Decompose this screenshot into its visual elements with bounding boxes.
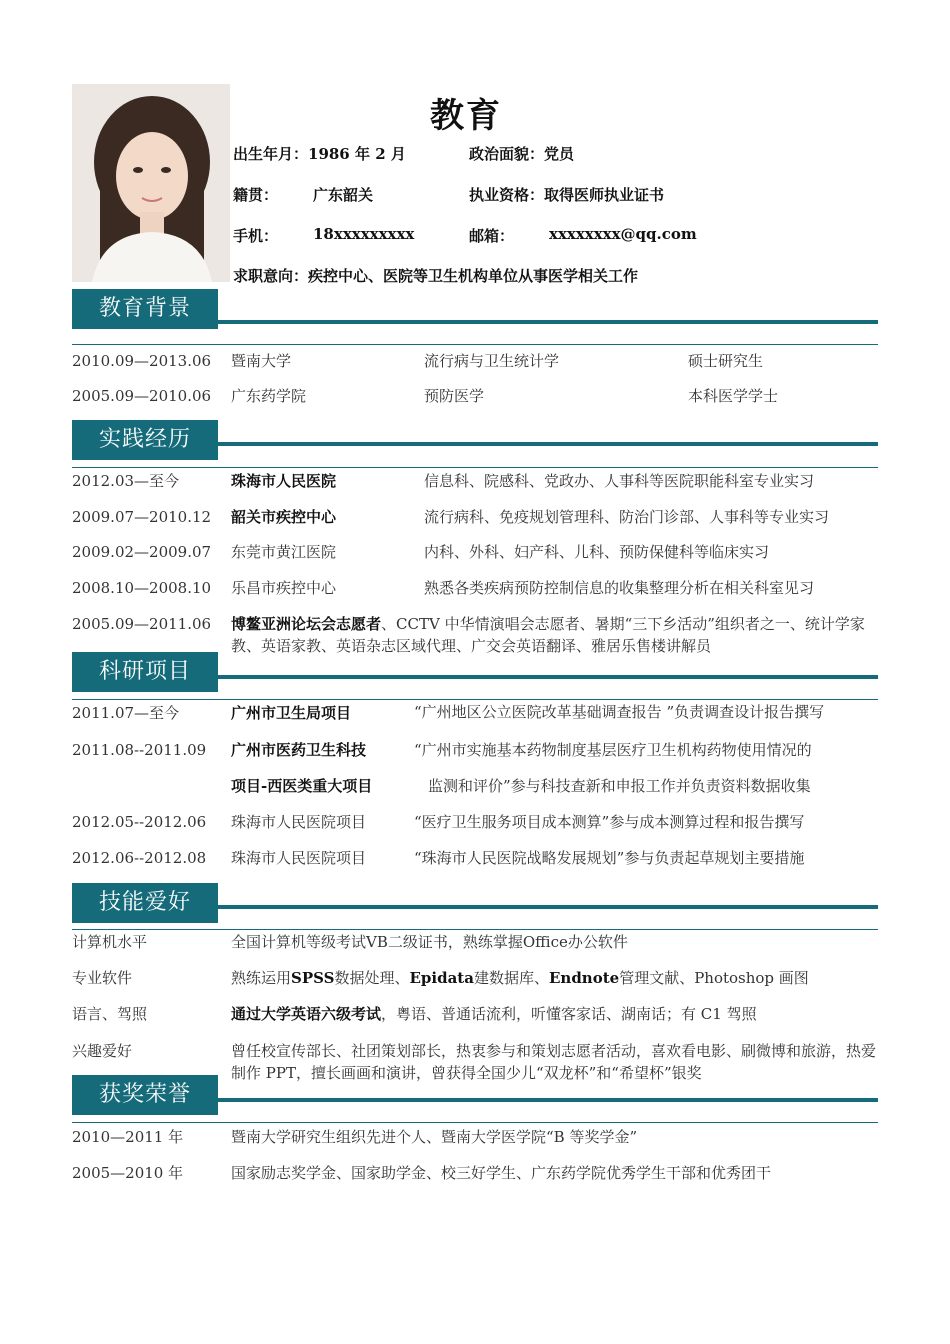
portrait-image xyxy=(72,84,230,282)
section-divider xyxy=(218,905,878,909)
hometown-label: 籍贯： xyxy=(233,186,279,204)
research-project: 广州市卫生局项目 xyxy=(231,704,352,722)
section-skills-title: 技能爱好 xyxy=(72,883,218,923)
practice-date: 2005.09—2011.06 xyxy=(72,615,212,633)
skill-desc: 曾任校宣传部长、社团策划部长，热衷参与和策划志愿者活动，喜欢看电影、刷微博和旅游，热爱制作 PPT，擅长画画和演讲，曾获得全国少儿“双龙杯”和“希望杯”银奖 xyxy=(231,1042,877,1082)
edu-major: 流行病与卫生统计学 xyxy=(424,352,560,370)
phone-label: 手机： xyxy=(233,227,279,245)
practice-org: 韶关市疾控中心 xyxy=(231,508,337,526)
skill-language-line xyxy=(231,1003,757,1025)
phone-value: 18xxxxxxxxx xyxy=(313,225,415,243)
edu-school: 广东药学院 xyxy=(231,387,307,405)
award-date: 2010—2011 年 xyxy=(72,1128,184,1146)
section-practice-title: 实践经历 xyxy=(72,420,218,460)
practice-desc: 内科、外科、妇产科、儿科、预防保健科等临床实习 xyxy=(424,543,770,561)
section-awards-title: 获奖荣誉 xyxy=(72,1075,218,1115)
research-date: 2011.07—至今 xyxy=(72,704,180,722)
skill-desc: 全国计算机等级考试VB二级证书，熟练掌握Office办公软件 xyxy=(231,933,628,951)
skill-text: 数据处理、 xyxy=(334,969,410,987)
research-desc: “广州地区公立医院改革基础调查报告 ”负责调查设计报告撰写 xyxy=(414,703,825,721)
job-objective: 求职意向：疾控中心、医院等卫生机构单位从事医学相关工作 xyxy=(233,267,639,285)
section-education-title: 教育背景 xyxy=(72,289,218,329)
research-project: 项目-西医类重大项目 xyxy=(231,777,373,795)
skill-text: 建数据库、 xyxy=(473,969,549,987)
profile-photo xyxy=(72,84,230,282)
resume-name: 教育 xyxy=(430,96,502,136)
research-date: 2012.05--2012.06 xyxy=(72,813,207,831)
skill-text: 管理文献、Photoshop 画图 xyxy=(619,969,809,987)
practice-org: 东莞市黄江医院 xyxy=(231,543,337,561)
award-date: 2005—2010 年 xyxy=(72,1164,184,1182)
hometown-value: 广东韶关 xyxy=(313,186,374,204)
award-desc: 暨南大学研究生组织先进个人、暨南大学医学院“B 等奖学金” xyxy=(231,1128,638,1146)
edu-degree: 本科医学学士 xyxy=(688,387,779,405)
skill-desc: ，粤语、普通话流利，听懂客家话、湖南话；有 C1 驾照 xyxy=(381,1005,757,1023)
birth-info: 出生年月：1986 年 2 月 xyxy=(233,145,406,163)
practice-org: 乐昌市疾控中心 xyxy=(231,579,337,597)
research-date: 2012.06--2012.08 xyxy=(72,849,207,867)
edu-date: 2005.09—2010.06 xyxy=(72,387,212,405)
practice-volunteer-entry xyxy=(231,613,881,657)
license-info: 执业资格：取得医师执业证书 xyxy=(469,186,665,204)
skill-software-name: Endnote xyxy=(548,969,620,987)
practice-desc: 、CCTV 中华情演唱会志愿者、暑期“三下乡活动”组织者之一、统计学家教、英语家教、英语杂志区域代理、广交会英语翻译、雅居乐售楼讲解员 xyxy=(231,615,865,655)
email-label: 邮箱： xyxy=(469,227,515,245)
practice-date: 2008.10—2008.10 xyxy=(72,579,212,597)
skill-label: 语言、驾照 xyxy=(72,1005,148,1023)
practice-date: 2009.02—2009.07 xyxy=(72,543,212,561)
practice-desc: 流行病科、免疫规划管理科、防治门诊部、人事科等专业实习 xyxy=(424,508,830,526)
research-desc: 监测和评价”参与科技查新和申报工作并负责资料数据收集 xyxy=(428,777,811,795)
section-divider xyxy=(218,320,878,324)
section-research-title: 科研项目 xyxy=(72,652,218,692)
practice-date: 2009.07—2010.12 xyxy=(72,508,212,526)
practice-desc: 信息科、院感科、党政办、人事科等医院职能科室专业实习 xyxy=(424,472,815,490)
edu-date: 2010.09—2013.06 xyxy=(72,352,212,370)
section-divider xyxy=(218,675,878,679)
section-divider xyxy=(218,1098,878,1102)
research-date: 2011.08--2011.09 xyxy=(72,741,207,759)
email-value: xxxxxxxx@qq.com xyxy=(549,225,697,243)
section-underline xyxy=(72,699,878,700)
skill-label: 计算机水平 xyxy=(72,933,148,951)
research-project: 广州市医药卫生科技 xyxy=(231,741,367,759)
skill-label: 兴趣爱好 xyxy=(72,1042,133,1060)
edu-major: 预防医学 xyxy=(424,387,485,405)
skill-label: 专业软件 xyxy=(72,969,133,987)
section-underline xyxy=(72,929,878,930)
section-underline xyxy=(72,1122,878,1123)
edu-degree: 硕士研究生 xyxy=(688,352,764,370)
section-underline xyxy=(72,344,878,345)
practice-desc: 熟悉各类疾病预防控制信息的收集整理分析在相关科室见习 xyxy=(424,579,815,597)
practice-date: 2012.03—至今 xyxy=(72,472,180,490)
section-underline xyxy=(72,467,878,468)
research-desc: “珠海市人民医院战略发展规划”参与负责起草规划主要措施 xyxy=(414,849,805,867)
research-project: 珠海市人民医院项目 xyxy=(231,849,367,867)
edu-school: 暨南大学 xyxy=(231,352,292,370)
award-desc: 国家励志奖学金、国家助学金、校三好学生、广东药学院优秀学生干部和优秀团干 xyxy=(231,1164,772,1182)
skill-text: 熟练运用 xyxy=(231,969,292,987)
practice-org: 博鳌亚洲论坛会志愿者 xyxy=(231,615,382,633)
politics-info: 政治面貌：党员 xyxy=(469,145,575,163)
skill-software-name: Epidata xyxy=(409,969,474,987)
research-desc: “医疗卫生服务项目成本测算”参与成本测算过程和报告撰写 xyxy=(414,813,805,831)
skill-software-name: SPSS xyxy=(291,969,335,987)
skill-highlight: 通过大学英语六级考试 xyxy=(231,1005,382,1023)
research-desc: “广州市实施基本药物制度基层医疗卫生机构药物使用情况的 xyxy=(414,741,812,759)
section-divider xyxy=(218,442,878,446)
practice-org: 珠海市人民医院 xyxy=(231,472,337,490)
skill-software-line xyxy=(231,967,809,989)
research-project: 珠海市人民医院项目 xyxy=(231,813,367,831)
